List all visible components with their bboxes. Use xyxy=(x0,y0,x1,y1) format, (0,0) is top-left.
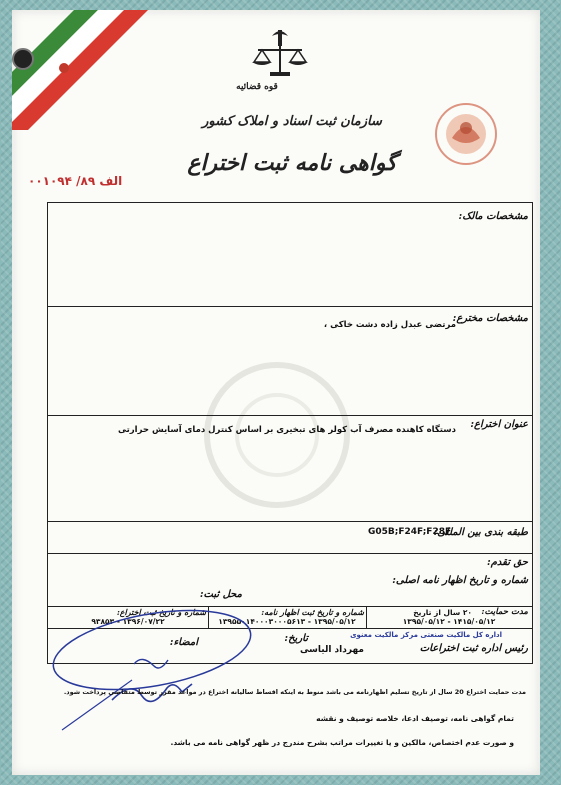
declaration-number-label: شماره و تاریخ ثبت اظهار نامه: xyxy=(261,607,364,617)
footer-note-documents: تمام گواهی نامه، توصیف ادعا، خلاصه توصیف و نقشه xyxy=(316,714,514,723)
registration-number-label: شماره و تاریخ ثبت اختراع: xyxy=(116,607,206,617)
divider xyxy=(48,521,532,522)
head-of-office-label: رئیس اداره ثبت اختراعات xyxy=(419,643,528,654)
validity-date: ۱۴۱۵/۰۵/۱۲ - ۱۳۹۵/۰۵/۱۲ xyxy=(402,617,496,626)
department-stamp: اداره کل مالکیت صنعتی مرکز مالکیت معنوی xyxy=(350,631,502,639)
classification-label: طبقه بندی بین المللی: xyxy=(433,527,528,538)
footer-note-protection: مدت حمایت اختراع 20 سال از تاریخ تسلیم اظهارنامه می باشد منوط به اینکه اقساط سالیانه اختراع در مواعد مقرر توسط متقاضی پرداخت شود. xyxy=(63,688,526,696)
validity-label: مدت حمایت: xyxy=(481,607,528,617)
signature-label: امضاء: xyxy=(169,637,198,648)
classification-value: G05B;F24F;F28F xyxy=(368,527,452,537)
organization-name: سازمان ثبت اسناد و املاک کشور xyxy=(202,114,382,129)
registration-place-label: محل ثبت: xyxy=(199,589,242,600)
head-name: مهرداد الیاسی xyxy=(299,645,364,655)
seal-icon xyxy=(430,98,502,170)
inventor-value: مرتضی عبدل زاده دشت خاکی ، xyxy=(323,320,456,330)
declaration-number-value: ۱۳۹۵/۰۵/۱۲ - ۱۳۹۵۵۰۱۴۰۰۰۳۰۰۰۵۶۱۳ xyxy=(218,617,356,626)
punch-hole xyxy=(12,48,34,70)
column-divider xyxy=(366,606,367,628)
divider xyxy=(48,553,532,554)
divider xyxy=(48,306,532,307)
owner-label: مشخصات مالک: xyxy=(458,211,528,222)
certificate-form xyxy=(47,202,533,664)
main-declaration-label: شماره و تاریخ اظهار نامه اصلی: xyxy=(392,575,528,586)
invention-title-label: عنوان اختراع: xyxy=(470,419,528,430)
invention-title-value: دستگاه کاهنده مصرف آب کولر های تبخیری بر اساس کنترل دمای آسایش حرارتی xyxy=(117,425,456,435)
certificate-title: گواهی نامه ثبت اختراع xyxy=(187,150,397,176)
flag-ribbon xyxy=(12,10,152,130)
date-label: تاریخ: xyxy=(284,633,308,644)
validity-value: ۲۰ سال از تاریخ xyxy=(413,608,472,617)
inventor-label: مشخصات مخترع: xyxy=(452,313,528,324)
footer-note-ownership: و صورت عدم اختصاص، مالکین و یا تغییرات مراتب بشرح مندرج در ظهر گواهی نامه می باشد. xyxy=(170,738,514,747)
certificate-paper xyxy=(12,10,540,775)
priority-label: حق تقدم: xyxy=(487,557,528,568)
registration-number-value: ۱۳۹۶/۰۷/۲۲ - ۹۳۸۵۳ xyxy=(91,617,165,626)
divider xyxy=(48,415,532,416)
justice-scale-emblem-icon xyxy=(250,28,310,80)
judiciary-label: قوه قضائیه xyxy=(236,82,278,92)
serial-number: الف ۸۹/ ۰۰۱۰۹۴ xyxy=(28,174,123,188)
